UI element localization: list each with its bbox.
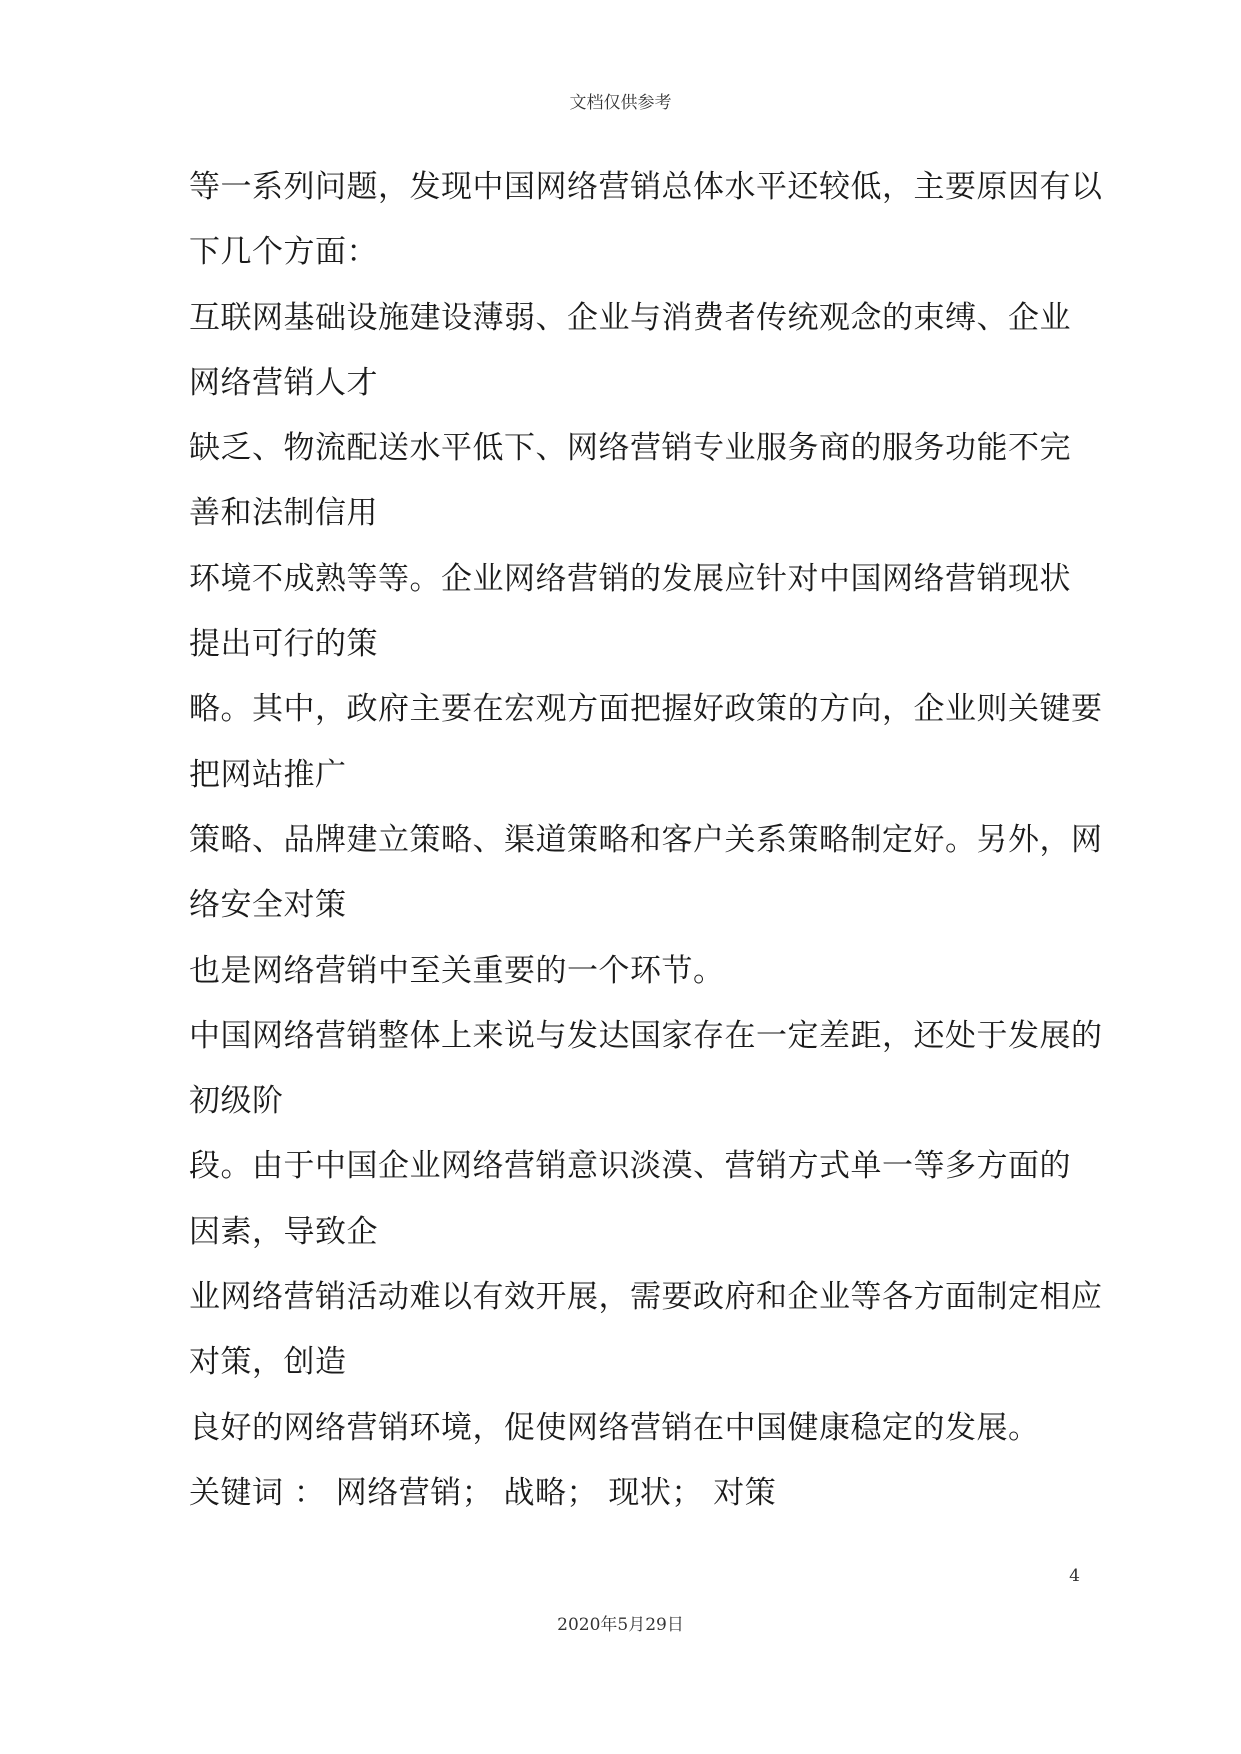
text-line: 良好的网络营销环境，促使网络营销在中国健康稳定的发展。 [189,1409,1040,1446]
text-line: 互联网基础设施建设薄弱、企业与消费者传统观念的束缚、企业 [189,299,1071,336]
text-line: 网络营销人才 [189,364,378,401]
text-line: 也是网络营销中至关重要的一个环节。 [189,952,725,989]
text-line: 络安全对策 [189,887,347,924]
text-line: 把网站推广 [189,756,347,793]
text-line: 善和法制信用 [189,495,378,532]
text-line: 中国网络营销整体上来说与发达国家存在一定差距，还处于发展的 [189,1017,1103,1054]
text-line: 段。由于中国企业网络营销意识淡漠、营销方式单一等多方面的 [189,1148,1071,1185]
text-line: 环境不成熟等等。企业网络营销的发展应针对中国网络营销现状 [189,560,1071,597]
text-line: 初级阶 [189,1083,284,1120]
text-line: 因素，导致企 [189,1213,378,1250]
keywords-line: 关键词 ： 网络营销； 战略； 现状； 对策 [189,1474,777,1511]
body-text [189,155,1103,1526]
text-line: 对策，创造 [189,1344,347,1381]
text-line: 策略、品牌建立策略、渠道策略和客户关系策略制定好。另外，网 [189,821,1103,858]
text-line: 下几个方面： [189,234,378,271]
page-number: 4 [1069,1566,1080,1586]
text-line: 略。其中，政府主要在宏观方面把握好政策的方向，企业则关键要 [189,691,1103,728]
page-header: 文档仅供参考 [569,93,672,113]
text-line: 等一系列问题，发现中国网络营销总体水平还较低，主要原因有以 [189,169,1103,205]
page-footer-date: 2020年5月29日 [557,1615,684,1635]
text-line: 业网络营销活动难以有效开展，需要政府和企业等各方面制定相应 [189,1279,1103,1316]
text-line: 缺乏、物流配送水平低下、网络营销专业服务商的服务功能不完 [189,430,1071,467]
text-line: 提出可行的策 [189,626,378,663]
